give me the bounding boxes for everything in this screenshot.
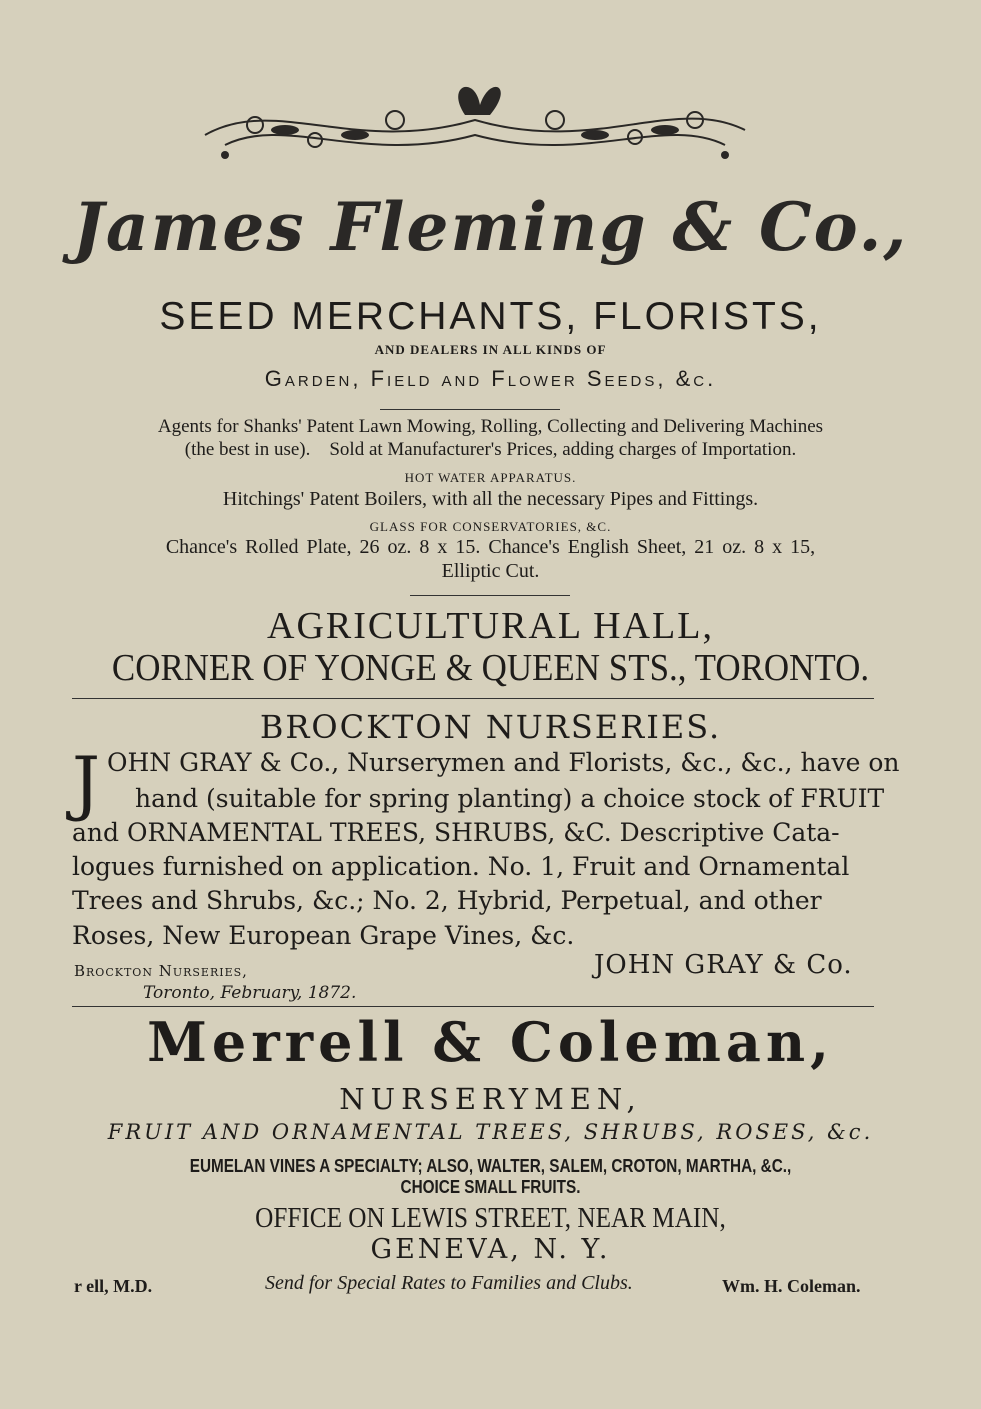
fleming-agents-2: (the best in use). Sold at Manufacturer's Prices, adding charges of Importation. bbox=[184, 439, 797, 460]
merrell-vines-2: CHOICE SMALL FRUITS. bbox=[400, 1177, 581, 1197]
fleming-seeds: Garden, Field and Flower Seeds, &c. bbox=[264, 366, 717, 391]
brockton-date: Toronto, February, 1872. bbox=[143, 983, 357, 1003]
brockton-signature: JOHN GRAY & Co. bbox=[594, 950, 853, 980]
divider bbox=[72, 698, 874, 699]
fleming-title: James Fleming & Co., bbox=[72, 188, 909, 266]
brockton-title: BROCKTON NURSERIES. bbox=[259, 708, 722, 746]
merrell-city: GENEVA, N. Y. bbox=[370, 1234, 611, 1265]
floral-ornament bbox=[195, 75, 755, 170]
brockton-line: Trees and Shrubs, &c.; No. 2, Hybrid, Perpetual, and other bbox=[72, 886, 822, 915]
merrell-left-name: r ell, M.D. bbox=[74, 1276, 153, 1296]
brockton-place: Brockton Nurseries, bbox=[74, 962, 248, 980]
hall-name: AGRICULTURAL HALL, bbox=[267, 605, 714, 647]
merrell-right-name: Wm. H. Coleman. bbox=[722, 1276, 861, 1296]
brockton-line: OHN GRAY & Co., Nurserymen and Florists, &c., &c., have on bbox=[107, 748, 900, 777]
glass-heading: GLASS FOR CONSERVATORIES, &C. bbox=[369, 519, 612, 534]
hot-water-heading: HOT WATER APPARATUS. bbox=[404, 470, 577, 485]
divider bbox=[380, 409, 560, 410]
divider bbox=[72, 1006, 874, 1007]
brockton-dropcap: J bbox=[72, 742, 101, 824]
fleming-agents-1: Agents for Shanks' Patent Lawn Mowing, Rolling, Collecting and Delivering Machines bbox=[157, 416, 824, 437]
fleming-dealers: AND DEALERS IN ALL KINDS OF bbox=[374, 342, 607, 357]
merrell-title: Merrell & Coleman, bbox=[147, 1010, 834, 1074]
brockton-line: and ORNAMENTAL TREES, SHRUBS, &C. Descriptive Cata- bbox=[72, 818, 840, 847]
merrell-vines-1: EUMELAN VINES A SPECIALTY; ALSO, WALTER, SALEM, CROTON, MARTHA, &C., bbox=[189, 1156, 792, 1176]
merrell-fruit: FRUIT AND ORNAMENTAL TREES, SHRUBS, ROSES, &c. bbox=[107, 1120, 874, 1144]
glass-text-1: Chance's Rolled Plate, 26 oz. 8 x 15. Chance's English Sheet, 21 oz. 8 x 15, bbox=[165, 536, 816, 558]
merrell-subtitle: NURSERYMEN, bbox=[339, 1082, 642, 1116]
merrell-rates: Send for Special Rates to Families and Clubs. bbox=[265, 1272, 633, 1294]
divider bbox=[410, 595, 570, 596]
glass-text-2: Elliptic Cut. bbox=[441, 560, 540, 582]
hall-address: CORNER OF YONGE & QUEEN STS., TORONTO. bbox=[111, 647, 870, 689]
fleming-subtitle: SEED MERCHANTS, FLORISTS, bbox=[159, 295, 822, 338]
brockton-line: hand (suitable for spring planting) a choice stock of FRUIT bbox=[135, 784, 885, 813]
brockton-line: Roses, New European Grape Vines, &c. bbox=[72, 921, 575, 950]
brockton-line: logues furnished on application. No. 1, Fruit and Ornamental bbox=[72, 852, 850, 881]
hot-water-text: Hitchings' Patent Boilers, with all the necessary Pipes and Fittings. bbox=[222, 488, 759, 510]
merrell-office: OFFICE ON LEWIS STREET, NEAR MAIN, bbox=[255, 1203, 726, 1234]
